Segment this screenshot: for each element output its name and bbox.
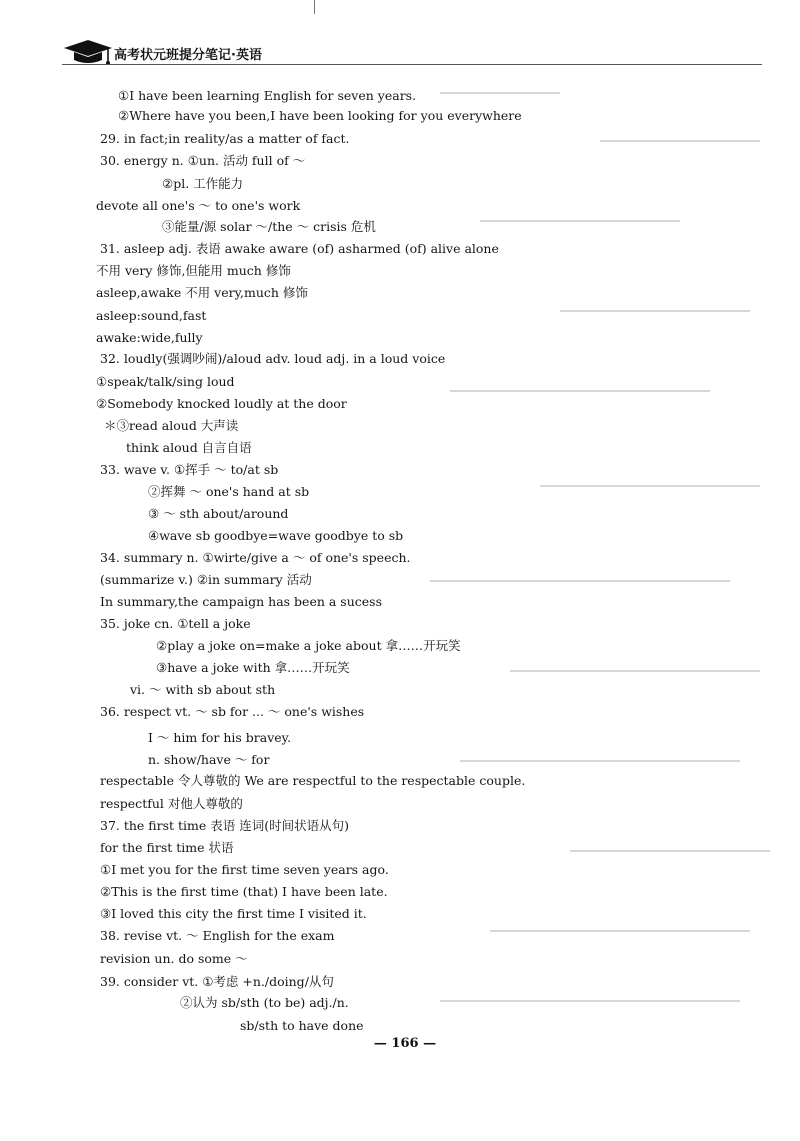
entry-heading: 36. respect vt. ～ sb for ... ～ one's wishes bbox=[100, 704, 365, 719]
note-line: ②pl. 工作能力 bbox=[162, 176, 244, 191]
note-line: 不用 very 修饰,但能用 much 修饰 bbox=[96, 263, 291, 278]
page-number: — 166 — bbox=[373, 1036, 437, 1051]
entry-heading: 38. revise vt. ～ English for the exam bbox=[100, 928, 335, 943]
note-line: ②Somebody knocked loudly at the door bbox=[96, 396, 347, 411]
note-line: I ～ him for his bravey. bbox=[148, 730, 292, 745]
entry-heading: 33. wave v. ①挥手 ～ to/at sb bbox=[100, 462, 279, 477]
header-title: 高考状元班提分笔记·英语 bbox=[114, 48, 262, 63]
note-line: n. show/have ～ for bbox=[148, 752, 270, 767]
entry-heading: 31. asleep adj. 表语 awake aware (of) asharmed (of) alive alone bbox=[100, 241, 499, 256]
entry-heading: 35. joke cn. ①tell a joke bbox=[100, 616, 251, 631]
note-line: asleep,awake 不用 very,much 修饰 bbox=[96, 285, 308, 300]
note-line: vi. ～ with sb about sth bbox=[130, 682, 276, 697]
note-line: respectable 令人尊敬的 We are respectful to the respectable couple. bbox=[100, 773, 526, 788]
note-line: ①speak/talk/sing loud bbox=[96, 374, 235, 389]
note-line: (summarize v.) ②in summary 活动 bbox=[100, 572, 312, 587]
note-line: devote all one's ～ to one's work bbox=[96, 198, 301, 213]
entry-heading: 39. consider vt. ①考虑 +n./doing/从句 bbox=[100, 974, 334, 989]
entry-heading: 37. the first time 表语 连词(时间状语从句) bbox=[100, 818, 349, 833]
note-line: awake:wide,fully bbox=[96, 330, 203, 345]
note-line: ②play a joke on=make a joke about 拿……开玩笑 bbox=[156, 638, 461, 653]
note-line: sb/sth to have done bbox=[240, 1018, 364, 1033]
note-line: ①I have been learning English for seven years. bbox=[118, 88, 417, 103]
note-line: ③能量/源 solar ～/the ～ crisis 危机 bbox=[162, 219, 376, 234]
note-line: ④wave sb goodbye=wave goodbye to sb bbox=[148, 528, 404, 543]
entry-heading: 29. in fact;in reality/as a matter of fact. bbox=[100, 131, 350, 146]
entry-heading: 34. summary n. ①wirte/give a ～ of one's speech. bbox=[100, 550, 411, 565]
note-line: ③ ～ sth about/around bbox=[148, 506, 289, 521]
note-line: for the first time 状语 bbox=[100, 840, 234, 855]
note-line: ②挥舞 ～ one's hand at sb bbox=[148, 484, 310, 499]
note-line: revision un. do some ～ bbox=[100, 951, 248, 966]
note-line: ②This is the first time (that) I have been late. bbox=[100, 884, 388, 899]
entry-heading: 32. loudly(强调吵闹)/aloud adv. loud adj. in a loud voice bbox=[100, 351, 446, 366]
note-line: think aloud 自言自语 bbox=[126, 440, 252, 455]
note-line: ③I loved this city the first time I visited it. bbox=[100, 906, 367, 921]
note-line: asleep:sound,fast bbox=[96, 308, 207, 323]
note-line: ②Where have you been,I have been looking for you everywhere bbox=[118, 108, 522, 123]
entry-heading: 30. energy n. ①un. 活动 full of ～ bbox=[100, 153, 306, 168]
note-line: respectful 对他人尊敬的 bbox=[100, 796, 243, 811]
note-line: ③have a joke with 拿……开玩笑 bbox=[156, 660, 350, 675]
note-line: In summary,the campaign has been a sucess bbox=[100, 594, 382, 609]
note-line: ①I met you for the first time seven years ago. bbox=[100, 862, 389, 877]
note-line: ＊③read aloud 大声读 bbox=[104, 418, 239, 433]
note-line: ②认为 sb/sth (to be) adj./n. bbox=[180, 995, 349, 1010]
